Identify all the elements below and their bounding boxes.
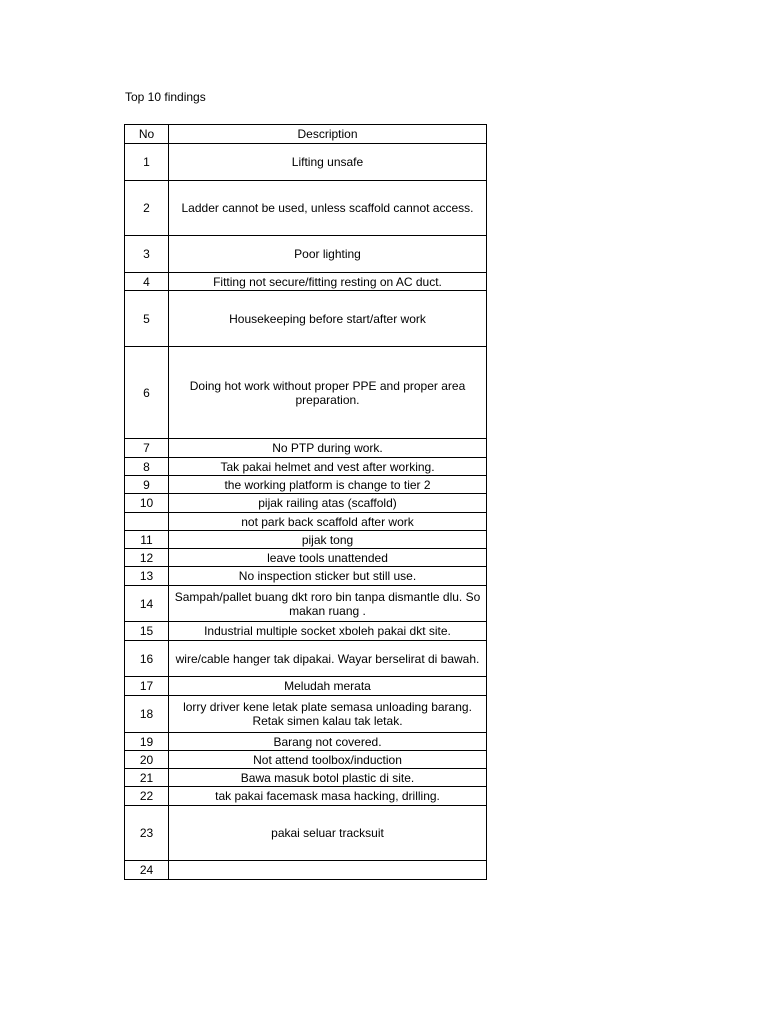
table-row <box>125 494 487 513</box>
row-description: Bawa masuk botol plastic di site. <box>169 769 487 787</box>
row-description: Meludah merata <box>169 677 487 696</box>
row-description: the working platform is change to tier 2 <box>169 476 487 494</box>
row-no: 18 <box>125 696 169 733</box>
table-row <box>125 549 487 567</box>
row-description: No PTP during work. <box>169 439 487 458</box>
row-no: 8 <box>125 458 169 476</box>
row-no: 2 <box>125 181 169 236</box>
row-description: pijak railing atas (scaffold) <box>169 494 487 513</box>
row-description: Ladder cannot be used, unless scaffold cannot access. <box>169 181 487 236</box>
row-description: Lifting unsafe <box>169 144 487 181</box>
row-description <box>169 861 487 880</box>
table-row <box>125 677 487 696</box>
table-row <box>125 458 487 476</box>
row-description: Housekeeping before start/after work <box>169 291 487 347</box>
row-description: Sampah/pallet buang dkt roro bin tanpa dismantle dlu. So makan ruang . <box>169 586 487 622</box>
row-no: 14 <box>125 586 169 622</box>
row-description: Doing hot work without proper PPE and proper area preparation. <box>169 347 487 439</box>
row-no: 19 <box>125 733 169 751</box>
header-description: Description <box>169 125 487 144</box>
row-description: Not attend toolbox/induction <box>169 751 487 769</box>
row-description: pijak tong <box>169 531 487 549</box>
table-row <box>125 531 487 549</box>
table-row <box>125 806 487 861</box>
table-row <box>125 273 487 291</box>
table-row <box>125 733 487 751</box>
table-row <box>125 291 487 347</box>
row-no: 17 <box>125 677 169 696</box>
row-no: 12 <box>125 549 169 567</box>
row-description: leave tools unattended <box>169 549 487 567</box>
table-row <box>125 181 487 236</box>
row-description: lorry driver kene letak plate semasa unloading barang. Retak simen kalau tak letak. <box>169 696 487 733</box>
row-no: 20 <box>125 751 169 769</box>
row-no: 10 <box>125 494 169 513</box>
row-description: wire/cable hanger tak dipakai. Wayar berselirat di bawah. <box>169 641 487 677</box>
row-no: 13 <box>125 567 169 586</box>
table-row <box>125 622 487 641</box>
row-no: 5 <box>125 291 169 347</box>
table-row <box>125 641 487 677</box>
row-no: 3 <box>125 236 169 273</box>
row-no: 11 <box>125 531 169 549</box>
table-row <box>125 236 487 273</box>
row-description: Poor lighting <box>169 236 487 273</box>
row-description: pakai seluar tracksuit <box>169 806 487 861</box>
table-row <box>125 861 487 880</box>
table-row <box>125 586 487 622</box>
document-title: Top 10 findings <box>125 90 206 104</box>
row-description: Barang not covered. <box>169 733 487 751</box>
table-row <box>125 787 487 806</box>
table-row <box>125 751 487 769</box>
row-description: No inspection sticker but still use. <box>169 567 487 586</box>
table-row <box>125 513 487 531</box>
header-no: No <box>125 125 169 144</box>
row-no: 16 <box>125 641 169 677</box>
table-row <box>125 347 487 439</box>
row-description: Tak pakai helmet and vest after working. <box>169 458 487 476</box>
table-row <box>125 696 487 733</box>
row-no: 22 <box>125 787 169 806</box>
row-description: tak pakai facemask masa hacking, drilling. <box>169 787 487 806</box>
table-row <box>125 439 487 458</box>
findings-table <box>124 124 487 880</box>
row-no: 6 <box>125 347 169 439</box>
row-no <box>125 513 169 531</box>
row-no: 1 <box>125 144 169 181</box>
row-no: 4 <box>125 273 169 291</box>
row-no: 21 <box>125 769 169 787</box>
table-row <box>125 476 487 494</box>
table-row <box>125 769 487 787</box>
table-row <box>125 567 487 586</box>
row-description: Industrial multiple socket xboleh pakai dkt site. <box>169 622 487 641</box>
table-row <box>125 144 487 181</box>
table-header-row <box>125 125 487 144</box>
row-no: 9 <box>125 476 169 494</box>
row-no: 15 <box>125 622 169 641</box>
row-description: not park back scaffold after work <box>169 513 487 531</box>
row-no: 7 <box>125 439 169 458</box>
row-description: Fitting not secure/fitting resting on AC duct. <box>169 273 487 291</box>
row-no: 24 <box>125 861 169 880</box>
row-no: 23 <box>125 806 169 861</box>
